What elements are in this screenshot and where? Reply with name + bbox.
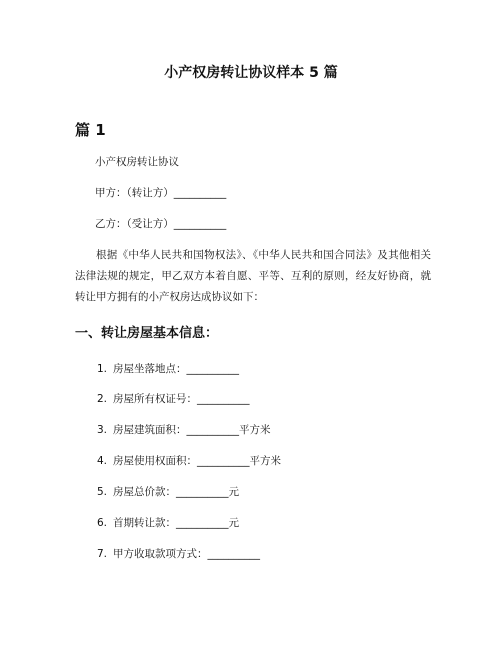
agreement-title: 小产权房转让协议 xyxy=(95,156,179,168)
list-item-text: 房屋总价款：__________元 xyxy=(113,486,240,498)
list-item xyxy=(97,362,239,376)
list-item-text: 房屋所有权证号：__________ xyxy=(113,393,250,405)
section-heading: 篇 1 xyxy=(75,121,106,139)
list-item-number: 2. xyxy=(97,393,108,405)
list-item-text: 首期转让款：__________元 xyxy=(113,517,240,529)
party-a-line: 甲方：（转让方）__________ xyxy=(95,187,227,199)
list-item xyxy=(97,454,281,468)
party-b-line: 乙方：（受让方）__________ xyxy=(95,218,227,230)
list-item-number: 6. xyxy=(97,517,108,529)
list-item-text: 甲方收取款项方式：__________ xyxy=(113,548,261,560)
list-item-text: 房屋使用权面积：__________平方米 xyxy=(113,455,282,467)
list-item xyxy=(97,392,250,406)
document-title: 小产权房转让协议样本 5 篇 xyxy=(164,65,338,81)
list-item-number: 4. xyxy=(97,455,108,467)
list-item-text: 房屋坐落地点：__________ xyxy=(113,363,240,375)
list-item-text: 房屋建筑面积：__________平方米 xyxy=(113,424,271,436)
list-item xyxy=(97,547,260,561)
list-item xyxy=(97,423,271,437)
list-item xyxy=(97,516,239,530)
list-item-number: 1. xyxy=(97,363,108,375)
list-item-number: 7. xyxy=(97,548,108,560)
list-item-number: 5. xyxy=(97,486,108,498)
list-item-number: 3. xyxy=(97,424,108,436)
preamble-paragraph: 根据《中华人民共和国物权法》、《中华人民共和国合同法》及其他相关法律法规的规定，甲乙双方本着自愿、平等、互利的原则，经友好协商，就转让甲方拥有的小产权房达成协议如下： xyxy=(75,249,431,303)
clause-heading: 一、转让房屋基本信息： xyxy=(75,326,219,341)
list-item xyxy=(97,485,239,499)
